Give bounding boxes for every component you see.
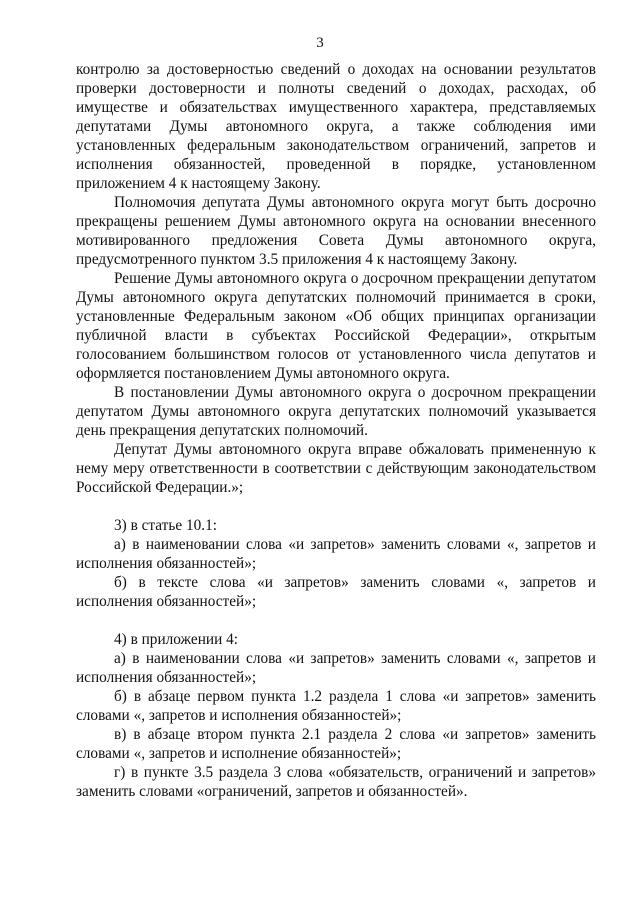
item-3-a: а) в наименовании слова «и запретов» заменить словами «, запретов и исполнения обязанностей»; <box>76 536 596 572</box>
item-4-c: в) в абзаце втором пункта 2.1 раздела 2 слова «и запретов» заменить словами «, запретов и исполнение обязанностей»; <box>76 726 596 762</box>
item-4-heading: 4) в приложении 4: <box>114 631 238 648</box>
spacer <box>76 611 596 630</box>
item-4-d: г) в пункте 3.5 раздела 3 слова «обязательств, ограничений и запретов» заменить словами «ограничений, запретов и обязанностей». <box>76 764 596 800</box>
item-3-heading: 3) в статье 10.1: <box>114 517 217 534</box>
paragraph-resolution: В постановлении Думы автономного округа о досрочном прекращении депутатом Думы автономного округа депутатских полномочий указывается день прекращения депутатских полномочий. <box>76 384 596 439</box>
document-body <box>76 60 596 801</box>
page-number: 3 <box>316 35 324 51</box>
item-4-b: б) в абзаце первом пункта 1.2 раздела 1 слова «и запретов» заменить словами «, запретов и исполнения обязанностей»; <box>76 688 596 724</box>
spacer <box>76 497 596 516</box>
paragraph-appeal: Депутат Думы автономного округа вправе обжаловать примененную к нему меру ответственности в соответствии с действующим законодательством Российской Федерации.»; <box>76 441 596 496</box>
item-3-b: б) в тексте слова «и запретов» заменить словами «, запретов и исполнения обязанностей»; <box>76 574 596 610</box>
paragraph-decision: Решение Думы автономного округа о досрочном прекращении депутатом Думы автономного округа депутатских полномочий принимается в сроки, установленные Федеральным законом «Об общих принципах организации публичной власти в субъектах Российской Федерации», открытым голосованием большинством голосов от установленного числа депутатов и оформляется постановлением Думы автономного округа. <box>76 270 596 382</box>
paragraph-early-termination: Полномочия депутата Думы автономного округа могут быть досрочно прекращены решением Думы автономного округа на основании внесенного мотивированного предложения Совета Думы автономного округа, предусмотренного пунктом 3.5 приложения 4 к настоящему Закону. <box>76 194 596 268</box>
item-4-a: а) в наименовании слова «и запретов» заменить словами «, запретов и исполнения обязанностей»; <box>76 650 596 686</box>
paragraph-continuation: контролю за достоверностью сведений о доходах на основании результатов проверки достоверности и полноты сведений о доходах, расходах, об имуществе и обязательствах имущественного характера, представляемых депутатами Думы автономного округа, а также соблюдения ими установленных федеральным законодательством ограничений, запретов и исполнения обязанностей, проведенной в порядке, установленном приложением 4 к настоящему Закону. <box>76 61 596 192</box>
